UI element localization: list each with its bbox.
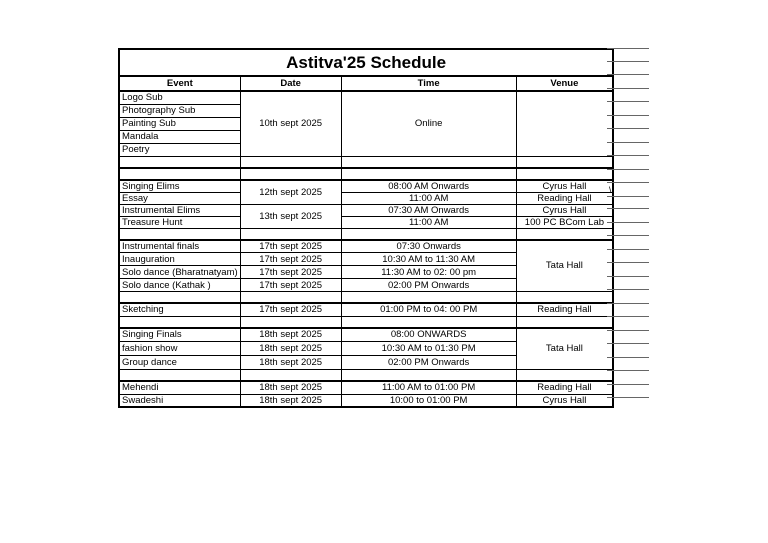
stray-mark: \ [609,185,612,195]
venue-cell [516,91,613,156]
time-cell: 10:30 AM to 01:30 PM [341,342,516,356]
venue-cell: Tata Hall [516,328,613,370]
time-cell: 07:30 Onwards [341,240,516,253]
header-event: Event [119,76,240,91]
event-cell: Singing Finals [119,328,240,342]
date-cell: 12th sept 2025 [240,180,341,205]
event-cell: Singing Elims [119,180,240,193]
date-cell: 10th sept 2025 [240,91,341,156]
header-venue: Venue [516,76,613,91]
event-cell: Mehendi [119,381,240,394]
time-cell: 10:00 to 01:00 PM [341,394,516,407]
date-cell: 13th sept 2025 [240,204,341,228]
event-cell: Group dance [119,356,240,370]
venue-cell: Reading Hall [516,303,613,316]
date-cell: 18th sept 2025 [240,342,341,356]
date-cell: 17th sept 2025 [240,279,341,292]
event-cell: Solo dance (Kathak ) [119,279,240,292]
date-cell: 18th sept 2025 [240,381,341,394]
date-cell: 18th sept 2025 [240,328,341,342]
venue-cell: Cyrus Hall [516,394,613,407]
time-cell: 11:00 AM [341,192,516,204]
time-cell: Online [341,91,516,156]
time-cell: 08:00 ONWARDS [341,328,516,342]
venue-cell: Tata Hall [516,240,613,292]
header-time: Time [341,76,516,91]
adjacent-column-gridlines [607,48,649,410]
time-cell: 01:00 PM to 04: 00 PM [341,303,516,316]
schedule-sheet [118,48,614,408]
event-cell: Treasure Hunt [119,216,240,228]
date-cell: 18th sept 2025 [240,394,341,407]
time-cell: 11:30 AM to 02: 00 pm [341,266,516,279]
event-cell: Solo dance (Bharatnatyam) [119,266,240,279]
time-cell: 02:00 PM Onwards [341,356,516,370]
date-cell: 17th sept 2025 [240,303,341,316]
venue-cell: Cyrus Hall [516,180,613,193]
event-cell: Swadeshi [119,394,240,407]
time-cell: 02:00 PM Onwards [341,279,516,292]
time-cell: 10:30 AM to 11:30 AM [341,253,516,266]
date-cell: 17th sept 2025 [240,253,341,266]
event-cell: Inauguration [119,253,240,266]
event-cell: Photography Sub [119,104,240,117]
event-cell: Logo Sub [119,91,240,104]
venue-cell: Reading Hall [516,381,613,394]
event-cell: Mandala [119,130,240,143]
venue-cell: Cyrus Hall [516,204,613,216]
date-cell: 17th sept 2025 [240,266,341,279]
date-cell: 17th sept 2025 [240,240,341,253]
time-cell: 08:00 AM Onwards [341,180,516,193]
header-date: Date [240,76,341,91]
event-cell: Instrumental Elims [119,204,240,216]
event-cell: fashion show [119,342,240,356]
time-cell: 11:00 AM to 01:00 PM [341,381,516,394]
event-cell: Poetry [119,143,240,156]
time-cell: 07:30 AM Onwards [341,204,516,216]
event-cell: Instrumental finals [119,240,240,253]
time-cell: 11:00 AM [341,216,516,228]
event-cell: Sketching [119,303,240,316]
venue-cell: Reading Hall [516,192,613,204]
event-cell: Painting Sub [119,117,240,130]
date-cell: 18th sept 2025 [240,356,341,370]
schedule-table [118,48,614,408]
event-cell: Essay [119,192,240,204]
venue-cell: 100 PC BCom Lab [516,216,613,228]
schedule-title: Astitva'25 Schedule [119,49,613,76]
